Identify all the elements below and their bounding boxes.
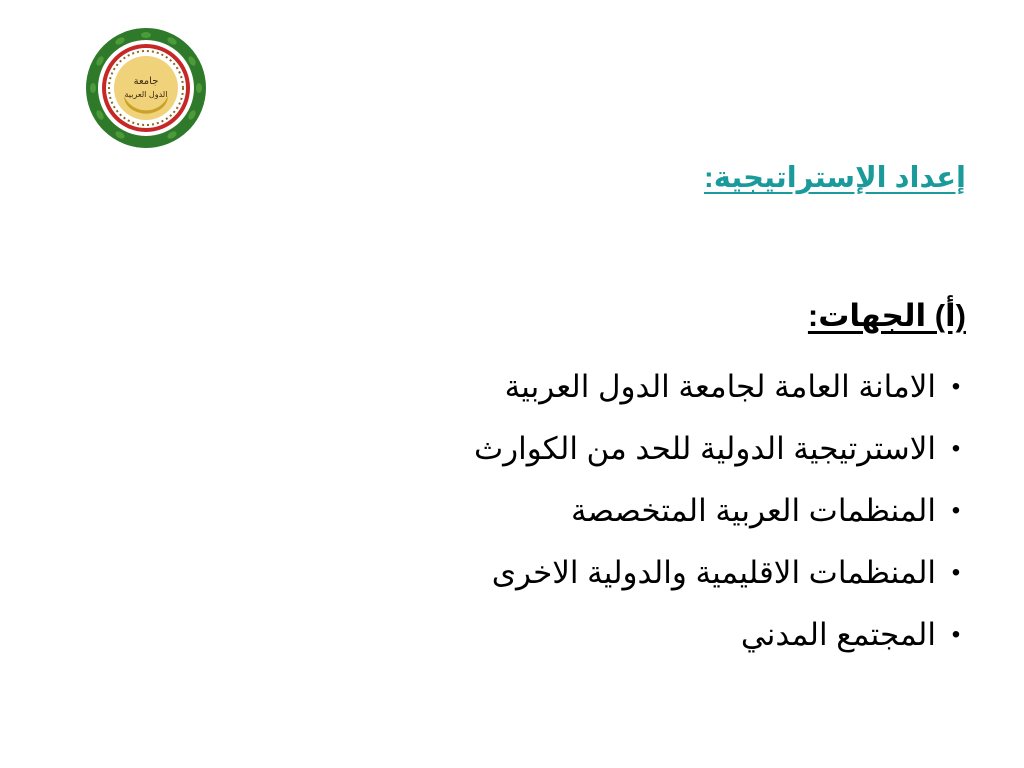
bullet-icon: • <box>951 435 961 462</box>
bullet-icon: • <box>951 497 961 524</box>
list-item <box>266 356 966 418</box>
list-item <box>266 542 966 604</box>
slide-subheading: (أ) الجهات: <box>807 298 966 333</box>
bullet-text: الامانة العامة لجامعة الدول العربية <box>504 369 936 404</box>
bullet-text: المجتمع المدني <box>740 617 936 652</box>
bullet-text: المنظمات العربية المتخصصة <box>571 493 936 528</box>
bullet-icon: • <box>951 559 961 586</box>
list-item <box>266 480 966 542</box>
bullet-icon: • <box>951 373 961 400</box>
emblem-gold-center <box>114 56 178 120</box>
arab-league-emblem-icon <box>84 26 208 150</box>
bullet-icon: • <box>951 621 961 648</box>
emblem-text-line2: الدول العربية <box>124 90 168 99</box>
bullet-list <box>266 356 966 666</box>
emblem-text-line1: جامعة <box>133 76 159 87</box>
slide-heading: إعداد الإستراتيجية: <box>704 162 966 194</box>
list-item <box>266 604 966 666</box>
bullet-text: المنظمات الاقليمية والدولية الاخرى <box>491 555 936 590</box>
list-item <box>266 418 966 480</box>
bullet-text: الاسترتيجية الدولية للحد من الكوارث <box>473 431 936 466</box>
